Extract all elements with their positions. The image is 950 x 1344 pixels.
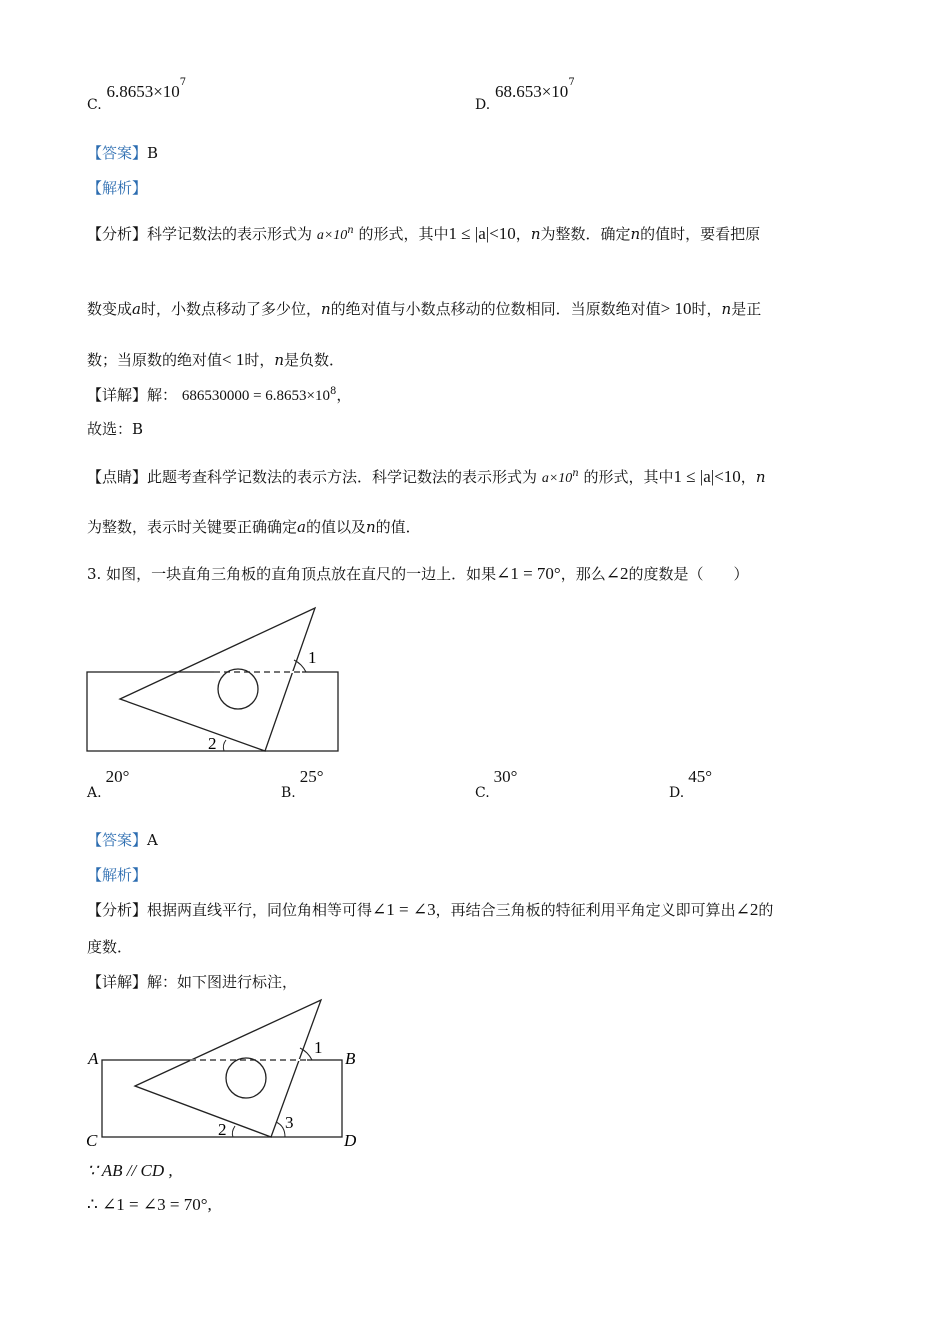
- math-var: n: [530, 225, 541, 243]
- option-label: C.: [475, 785, 490, 801]
- q3-fenxi-line1: [87, 899, 773, 920]
- text: ，: [740, 468, 756, 486]
- q3-stem: [87, 563, 749, 584]
- angle-3-arc: [276, 1122, 285, 1137]
- angle-2-label: 2: [218, 1120, 227, 1139]
- text: 为整数．确定: [540, 225, 631, 243]
- text: 数；当原数的绝对值: [87, 351, 223, 369]
- option-value: 20°: [105, 767, 130, 786]
- option-c-label: C.: [87, 97, 102, 113]
- detail-tag: 【详解】: [87, 973, 148, 991]
- text: 数变成: [87, 300, 133, 318]
- q3-answer: [87, 829, 158, 850]
- q2-choose: 故选：B: [87, 420, 144, 438]
- q2-fenxi-line1: [87, 223, 760, 244]
- angle-1-label: 1: [314, 1038, 323, 1057]
- math-var: n: [365, 518, 376, 536]
- math-exp: n: [572, 468, 579, 479]
- text: 的值时，要看把原: [640, 225, 761, 243]
- text: 的度数是（ ）: [628, 565, 749, 583]
- text: ，: [515, 225, 531, 243]
- text: 此题考查科学记数法的表示方法．科学记数法的表示形式为: [147, 468, 538, 486]
- q3-option-c: [475, 767, 518, 801]
- text: ，: [336, 386, 352, 404]
- option-label: B.: [281, 785, 296, 801]
- option-d-exp: 7: [568, 77, 575, 88]
- text: 的值．: [375, 518, 421, 536]
- math: < 1: [222, 350, 245, 369]
- math-var: n: [755, 468, 766, 486]
- math: ∠2: [735, 900, 759, 919]
- option-value: 30°: [493, 767, 518, 786]
- math: 1 ≤ |a|<10: [673, 467, 741, 486]
- triangle-ruler: [120, 608, 315, 751]
- math-var: n: [274, 351, 285, 369]
- q2-answer: [87, 142, 158, 163]
- q3-option-b: [281, 767, 324, 801]
- math-exp: n: [347, 225, 354, 236]
- text: 是正: [731, 300, 762, 318]
- q3-therefore: ∴ ∠1 = ∠3 = 70°,: [87, 1195, 212, 1214]
- text: 解：: [147, 386, 178, 404]
- option-label: A.: [87, 785, 102, 801]
- math: > 10: [660, 299, 692, 318]
- option-c-value: 6.8653×10: [106, 82, 180, 101]
- text: 是负数．: [284, 351, 345, 369]
- option-d-value: 68.653×10: [494, 82, 569, 101]
- option-d-label: D.: [475, 97, 491, 113]
- math-exp: 8: [329, 386, 337, 397]
- q2-fenxi-line3: [87, 349, 344, 370]
- math-var: a: [297, 518, 306, 536]
- q3-figure: [80, 600, 350, 760]
- point-b-label: B: [345, 1049, 356, 1068]
- text: 的形式，其中: [583, 468, 674, 486]
- angle-2-arc: [223, 740, 226, 751]
- text: 科学记数法的表示形式为: [147, 225, 313, 243]
- text: 的: [758, 901, 774, 919]
- q3-because: ∵ AB // CD ,: [87, 1161, 173, 1180]
- text: 的值以及: [305, 518, 366, 536]
- option-value: 25°: [299, 767, 324, 786]
- math: ∠2: [605, 564, 629, 583]
- math: ∠1 = ∠3: [372, 900, 436, 919]
- text: 解：如下图进行标注，: [147, 973, 298, 991]
- text: 为整数，表示时关键要正确确定: [87, 518, 298, 536]
- fenxi-tag: 【分析】: [87, 225, 148, 243]
- text: 根据两直线平行，同位角相等可得: [147, 901, 373, 919]
- q2-dianjing-line2: [87, 516, 421, 537]
- math: 686530000 = 6.8653×10: [181, 388, 330, 404]
- text: 的形式，其中: [358, 225, 449, 243]
- q2-dianjing-line1: [87, 466, 765, 487]
- text: 3. 如图，一块直角三角板的直角顶点放在直尺的一边上．如果: [87, 565, 497, 583]
- detail-tag: 【详解】: [87, 386, 148, 404]
- math-var: a: [132, 300, 141, 318]
- math: a×10: [316, 228, 348, 243]
- angle-2-label: 2: [208, 734, 217, 753]
- triangle-hole: [218, 669, 258, 709]
- triangle-hole: [226, 1058, 266, 1098]
- text: 时，: [244, 351, 275, 369]
- answer-tag: 【答案】: [87, 831, 148, 849]
- text: 的绝对值与小数点移动的位数相同．当原数绝对值: [330, 300, 661, 318]
- dianjing-tag: 【点睛】: [87, 468, 148, 486]
- answer-value: A: [147, 831, 158, 849]
- option-label: D.: [669, 785, 685, 801]
- q2-detail: [87, 384, 351, 405]
- q3-labeled-figure: [80, 996, 370, 1152]
- q3-option-d: [669, 767, 712, 801]
- angle-1-label: 1: [308, 648, 317, 667]
- math: ∠1 = 70°: [496, 564, 561, 583]
- point-d-label: D: [344, 1131, 357, 1150]
- point-c-label: C: [86, 1131, 98, 1150]
- math-var: n: [630, 225, 641, 243]
- q3-detail: [87, 971, 297, 992]
- math-var: n: [320, 300, 331, 318]
- option-c-exp: 7: [179, 77, 187, 88]
- text: 时，小数点移动了多少位，: [140, 300, 321, 318]
- text: 时，: [691, 300, 722, 318]
- q2-analysis-tag: 【解析】: [87, 179, 148, 197]
- option-value: 45°: [688, 767, 712, 786]
- point-a-label: A: [88, 1049, 99, 1068]
- answer-tag: 【答案】: [87, 144, 148, 162]
- q3-fenxi-line2: 度数．: [87, 938, 133, 956]
- q3-analysis-tag: 【解析】: [87, 866, 148, 884]
- math-var: n: [721, 300, 732, 318]
- fenxi-tag: 【分析】: [87, 901, 148, 919]
- angle-2-arc: [232, 1126, 235, 1137]
- answer-value: B: [147, 144, 159, 162]
- math: 1 ≤ |a|<10: [448, 224, 516, 243]
- angle-3-label: 3: [285, 1113, 294, 1132]
- q2-fenxi-line2: [87, 298, 761, 319]
- math: a×10: [541, 471, 573, 486]
- text: ，那么: [560, 565, 606, 583]
- q3-option-a: [87, 767, 130, 801]
- text: ，再结合三角板的特征利用平角定义即可算出: [435, 901, 736, 919]
